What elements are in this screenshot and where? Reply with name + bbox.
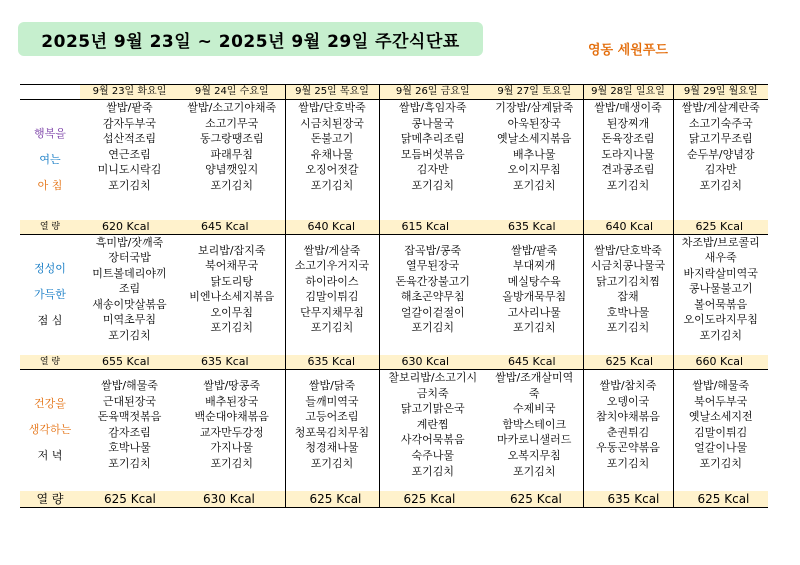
menu-cell [486, 234, 583, 355]
menu-item: 포기김치 [210, 178, 253, 192]
kcal-part: Kcal [720, 355, 744, 368]
menu-item: 찰보리밥/소고기시 [388, 371, 478, 384]
lunch-label: 정성이 가득한 점 심 [34, 261, 66, 327]
menu-item: 도라지나물 [601, 147, 655, 161]
kcal-part: Kcal [630, 355, 654, 368]
menu-item: 함박스테이크 [502, 417, 567, 431]
menu-item: 돈육간장불고기 [395, 274, 470, 288]
menu-item: 오이지무침 [507, 163, 561, 177]
kcal-part: Kcal [532, 219, 556, 233]
menu-cell [285, 370, 379, 491]
kcal-text [510, 491, 562, 507]
menu-item: 쌀밥/게살계란죽 [681, 101, 760, 114]
breakfast-kcal-row [20, 220, 768, 235]
menu-item: 소고기우거지국 [294, 259, 370, 273]
menu-item: 소고기무국 [205, 116, 259, 130]
menu-item: 쌀밥/팥죽 [511, 243, 558, 257]
menu-cell [486, 100, 583, 220]
lunch-kcal-row [20, 355, 768, 370]
menu-item: 올방개묵무침 [502, 290, 567, 304]
dinner-row [20, 370, 768, 491]
kcal-text [606, 355, 654, 369]
menu-item: 시금치콩나물국 [590, 259, 666, 273]
menu-cell [285, 100, 379, 220]
menu-item: 포기김치 [411, 321, 454, 335]
kcal-value [285, 491, 379, 508]
kcal-part: 635 [607, 491, 631, 506]
kcal-text [402, 355, 450, 369]
menu-item: 조림 [118, 282, 141, 296]
menu-item: 미트볼데리야끼 [92, 266, 167, 280]
menu-item: 포기김치 [606, 178, 650, 192]
kcal-text [696, 355, 744, 369]
kcal-part: Kcal [332, 355, 356, 368]
menu-cell [379, 100, 486, 220]
menu-item: 단무지채무침 [300, 305, 364, 319]
kcal-part: Kcal [126, 219, 150, 233]
kcal-part: Kcal [724, 491, 750, 506]
menu-item: 포기김치 [512, 464, 556, 478]
menu-item: 마카로니샐러드 [497, 433, 572, 447]
menu-cell [673, 370, 768, 491]
menu-item: 배추나물 [512, 147, 556, 161]
menu-item: 쌀밥/소고기야채죽 [187, 101, 277, 114]
kcal-value [285, 355, 379, 370]
menu-item: 계란찜 [416, 417, 449, 431]
day-header: 9월 29일 월요일 [673, 85, 768, 100]
menu-item: 호박나물 [606, 305, 650, 319]
weekly-menu-table [20, 84, 768, 508]
menu-item: 돈육장조림 [601, 132, 655, 146]
kcal-part: Kcal [126, 355, 150, 368]
kcal-text [308, 355, 356, 369]
kcal-part: Kcal [229, 491, 255, 506]
menu-item: 포기김치 [108, 329, 151, 343]
menu-item: 양념깻잎지 [205, 163, 259, 177]
menu-item: 포기김치 [699, 456, 742, 470]
menu-item: 새우죽 [704, 251, 737, 265]
kcal-part: 640 [307, 219, 329, 233]
kcal-text [508, 355, 556, 369]
menu-item: 견과콩조림 [601, 163, 655, 177]
menu-item: 배추된장국 [205, 394, 259, 408]
kcal-part: 625 [510, 491, 533, 506]
menu-cell [583, 234, 673, 355]
menu-item: 시금치된장국 [300, 116, 364, 130]
kcal-part: 640 [605, 219, 627, 233]
kcal-part: 630 [203, 491, 226, 506]
menu-item: 우동곤약볶음 [596, 441, 660, 455]
menu-cell [583, 100, 673, 220]
menu-item: 포기김치 [310, 456, 354, 470]
menu-item: 고사리나물 [507, 305, 561, 319]
kcal-part: Kcal [426, 219, 450, 233]
menu-item: 콩나물국 [411, 116, 454, 130]
menu-item: 된장찌개 [606, 116, 650, 130]
menu-cell [285, 234, 379, 355]
kcal-part: Kcal [720, 219, 744, 233]
kcal-text [608, 491, 660, 507]
menu-item: 아욱된장국 [507, 116, 561, 130]
menu-item: 가지나물 [210, 441, 253, 455]
menu-item: 금치죽 [416, 386, 449, 400]
menu-item: 포기김치 [512, 321, 556, 335]
menu-cell [379, 234, 486, 355]
menu-item: 감자두부국 [102, 116, 157, 130]
kcal-part: 620 [102, 219, 123, 233]
kcal-value [486, 355, 583, 370]
kcal-label: 열 량 [20, 355, 80, 370]
menu-item: 바지락살미역국 [683, 266, 758, 280]
menu-item: 죽 [528, 386, 540, 400]
menu-item: 포기김치 [606, 456, 650, 470]
menu-item: 춘권튀김 [606, 425, 650, 439]
kcal-part: 625 [697, 491, 721, 506]
menu-item: 포기김치 [411, 178, 454, 192]
menu-item: 쌀밥/매생이죽 [594, 101, 662, 114]
kcal-label: 열 량 [20, 220, 80, 235]
menu-item: 얼갈이겉절이 [400, 305, 465, 319]
breakfast-row [20, 100, 768, 220]
menu-item: 순두부/양념장 [687, 147, 755, 161]
menu-item: 흑미밥/잣깨죽 [95, 235, 164, 249]
menu-item: 포기김치 [411, 464, 454, 478]
kcal-text [404, 491, 456, 507]
menu-item: 새송이맛살볶음 [92, 297, 167, 311]
kcal-text [698, 491, 750, 507]
menu-item: 북어두부국 [694, 394, 748, 408]
kcal-value [379, 491, 486, 508]
kcal-part: 645 [201, 219, 222, 233]
menu-item: 잡곡밥/콩죽 [404, 243, 462, 257]
menu-item: 섭산적조림 [102, 132, 157, 146]
kcal-text [308, 220, 356, 234]
menu-item: 소고기숙주국 [688, 116, 753, 130]
kcal-part: 645 [508, 355, 529, 368]
menu-item: 오뎅이국 [606, 394, 650, 408]
kcal-part: 625 [104, 491, 127, 506]
day-header-row [20, 85, 768, 100]
kcal-value [80, 220, 179, 235]
kcal-text [508, 220, 556, 234]
menu-item: 오징어젓갈 [305, 163, 359, 177]
kcal-part: 615 [401, 219, 423, 233]
menu-item: 부대찌개 [512, 259, 556, 273]
kcal-value [583, 220, 673, 235]
menu-item: 열무된장국 [406, 259, 460, 273]
menu-item: 김자반 [704, 163, 737, 177]
menu-item: 차조밥/브로콜리 [681, 235, 760, 249]
menu-item: 쌀밥/해물죽 [692, 379, 750, 392]
menu-item: 돈육맥젓볶음 [97, 410, 162, 424]
menu-item: 모듬버섯볶음 [400, 147, 465, 161]
menu-item: 콩나물불고기 [688, 282, 753, 296]
menu-item: 포기김치 [606, 321, 650, 335]
day-header: 9월 25일 목요일 [285, 85, 379, 100]
menu-cell [486, 370, 583, 491]
menu-item: 메실탕수육 [507, 274, 561, 288]
kcal-value [179, 491, 285, 508]
menu-item: 포기김치 [310, 321, 354, 335]
kcal-value [486, 491, 583, 508]
menu-item: 미니도시락김 [97, 163, 162, 177]
menu-item: 쌀밥/참치죽 [599, 379, 657, 392]
menu-cell [80, 100, 179, 220]
kcal-value [379, 355, 486, 370]
menu-cell [583, 370, 673, 491]
menu-item: 오이도라지무침 [683, 313, 758, 327]
lunch-row [20, 234, 768, 355]
menu-item: 교자만두강정 [199, 425, 264, 439]
kcal-part: 660 [695, 355, 717, 368]
menu-item: 닭메추리조림 [400, 132, 465, 146]
kcal-part: Kcal [536, 491, 562, 506]
menu-item: 쌀밥/단호박죽 [594, 243, 662, 257]
menu-item: 쌀밥/단호박죽 [298, 101, 366, 114]
kcal-text [606, 220, 654, 234]
kcal-value [486, 220, 583, 235]
menu-item: 동그랑땡조림 [199, 132, 264, 146]
menu-item: 닭고기맑은국 [400, 402, 465, 416]
menu-item: 김말이튀김 [305, 290, 359, 304]
menu-item: 포기김치 [210, 321, 253, 335]
menu-item: 포기김치 [699, 178, 742, 192]
menu-item: 포기김치 [699, 329, 742, 343]
company-name: 영동 세원푸드 [588, 43, 668, 58]
dinner-kcal-row [20, 491, 768, 508]
menu-item: 고등어조림 [305, 410, 359, 424]
menu-item: 김말이튀김 [694, 425, 748, 439]
kcal-part: 625 [605, 355, 627, 368]
kcal-value [673, 220, 768, 235]
kcal-part: Kcal [634, 491, 660, 506]
kcal-text [696, 220, 744, 234]
kcal-part: Kcal [532, 355, 556, 368]
menu-item: 닭고기무조림 [688, 132, 753, 146]
menu-cell [80, 370, 179, 491]
menu-item: 포기김치 [210, 456, 253, 470]
kcal-text [310, 491, 362, 507]
kcal-value [80, 491, 179, 508]
kcal-value [583, 491, 673, 508]
kcal-text [402, 220, 450, 234]
kcal-part: 625 [695, 219, 717, 233]
menu-item: 보리밥/잡지죽 [198, 243, 266, 257]
menu-cell [673, 234, 768, 355]
menu-item: 근대된장국 [102, 394, 157, 408]
kcal-part: 635 [508, 219, 529, 233]
menu-item: 닭도리탕 [210, 274, 253, 288]
menu-item: 비엔나소세지볶음 [189, 290, 275, 304]
menu-item: 연근조림 [108, 147, 151, 161]
menu-item: 김자반 [416, 163, 449, 177]
menu-item: 닭고기김치찜 [596, 274, 660, 288]
kcal-part: 635 [201, 355, 222, 368]
menu-item: 볼어묵볶음 [694, 297, 748, 311]
breakfast-label: 행복을 여는 아 침 [34, 126, 66, 192]
day-header: 9월 28일 일요일 [583, 85, 673, 100]
menu-item: 옛날소세지전 [688, 410, 753, 424]
menu-item: 참치야채볶음 [596, 410, 660, 424]
kcal-part: 635 [307, 355, 329, 368]
menu-item: 사각어묵볶음 [400, 433, 465, 447]
kcal-part: Kcal [426, 355, 450, 368]
kcal-part: 630 [401, 355, 423, 368]
kcal-part: Kcal [225, 219, 249, 233]
menu-cell [673, 100, 768, 220]
menu-cell [379, 370, 486, 491]
menu-item: 포기김치 [108, 456, 151, 470]
menu-item: 돈불고기 [310, 132, 354, 146]
menu-item: 포기김치 [310, 178, 354, 192]
kcal-value [379, 220, 486, 235]
menu-item: 쌀밥/게살죽 [303, 243, 361, 257]
page-title: 2025년 9월 23일 ~ 2025년 9월 29일 주간식단표 [18, 22, 483, 56]
menu-item: 호박나물 [108, 441, 151, 455]
menu-item: 오복지무침 [507, 448, 561, 462]
kcal-part: 625 [403, 491, 427, 506]
kcal-value [673, 491, 768, 508]
dinner-label: 건강을 생각하는 저 녁 [28, 397, 72, 463]
kcal-text [102, 220, 150, 234]
menu-item: 유채나물 [310, 147, 354, 161]
kcal-label: 열 량 [20, 491, 80, 508]
kcal-text [102, 355, 150, 369]
kcal-text [104, 491, 156, 507]
menu-item: 오이무침 [210, 305, 253, 319]
menu-item: 파래무침 [210, 147, 253, 161]
kcal-part: Kcal [332, 219, 356, 233]
menu-item: 숙주나물 [411, 448, 454, 462]
kcal-text [201, 220, 249, 234]
menu-item: 쌀밥/팥죽 [106, 101, 153, 114]
menu-item: 감자조림 [108, 425, 151, 439]
menu-cell [80, 234, 179, 355]
kcal-part: Kcal [336, 491, 362, 506]
kcal-text [201, 355, 249, 369]
menu-item: 포기김치 [512, 178, 556, 192]
menu-item: 청포묵김치무침 [294, 425, 370, 439]
menu-item: 쌀밥/조개살미역 [495, 371, 574, 384]
kcal-part: 655 [102, 355, 123, 368]
menu-item: 미역초무침 [102, 313, 157, 327]
kcal-part: Kcal [630, 219, 654, 233]
menu-item: 잡채 [617, 290, 639, 304]
menu-item: 옛날소세지볶음 [497, 132, 572, 146]
menu-item: 들깨미역국 [305, 394, 359, 408]
menu-item: 쌀밥/흑임자죽 [399, 101, 467, 114]
menu-item: 하이라이스 [305, 274, 359, 288]
menu-item: 쌀밥/해물죽 [101, 379, 158, 392]
day-header: 9월 26일 금요일 [379, 85, 486, 100]
kcal-value [80, 355, 179, 370]
day-header: 9월 23일 화요일 [80, 85, 179, 100]
menu-item: 장터국밥 [108, 251, 151, 265]
kcal-part: 625 [309, 491, 333, 506]
menu-item: 쌀밥/닭죽 [308, 379, 356, 392]
menu-item: 백순대야채볶음 [194, 410, 269, 424]
kcal-value [179, 355, 285, 370]
kcal-part: Kcal [430, 491, 456, 506]
menu-cell [179, 234, 285, 355]
kcal-text [203, 491, 255, 507]
menu-item: 얼갈이나물 [694, 441, 748, 455]
menu-item: 해초곤약무침 [400, 290, 465, 304]
menu-item: 청경채나물 [305, 441, 359, 455]
kcal-value [583, 355, 673, 370]
kcal-value [179, 220, 285, 235]
menu-item: 북어채무국 [205, 259, 259, 273]
day-header: 9월 24일 수요일 [179, 85, 285, 100]
kcal-part: Kcal [130, 491, 156, 506]
kcal-value [673, 355, 768, 370]
menu-item: 포기김치 [108, 178, 151, 192]
menu-item: 쌀밥/땅콩죽 [203, 379, 261, 392]
menu-cell [179, 100, 285, 220]
day-header: 9월 27일 토요일 [486, 85, 583, 100]
menu-item: 기장밥/삼계닭죽 [495, 101, 574, 114]
menu-cell [179, 370, 285, 491]
menu-item: 수제비국 [512, 402, 556, 416]
kcal-value [285, 220, 379, 235]
kcal-part: Kcal [225, 355, 249, 368]
